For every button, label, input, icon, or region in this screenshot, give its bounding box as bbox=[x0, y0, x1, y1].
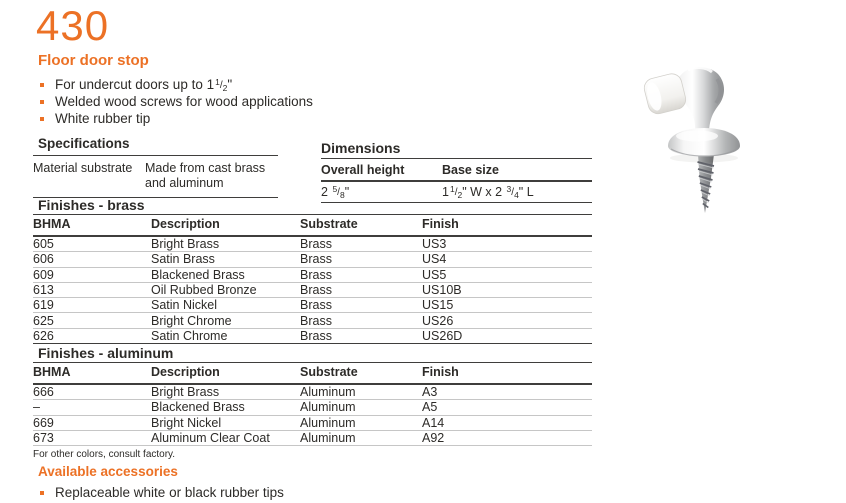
table-row bbox=[33, 298, 592, 313]
finishes-brass-heading: Finishes - brass bbox=[38, 197, 145, 213]
spec-label: Material substrate bbox=[33, 161, 133, 175]
cell-substrate: Brass bbox=[300, 328, 332, 343]
cell-substrate: Brass bbox=[300, 237, 332, 252]
accessory-item bbox=[33, 485, 533, 501]
table-header-row bbox=[33, 214, 592, 237]
bullet-icon bbox=[40, 83, 44, 87]
feature-item bbox=[39, 111, 313, 128]
cell-description: Satin Brass bbox=[151, 252, 215, 267]
cell-substrate: Brass bbox=[300, 283, 332, 298]
feature-item bbox=[39, 77, 313, 94]
finishes-aluminum-heading: Finishes - aluminum bbox=[38, 345, 174, 361]
cell-substrate: Brass bbox=[300, 298, 332, 313]
column-header-base-size: Base size bbox=[442, 163, 499, 177]
column-header-bhma: BHMA bbox=[33, 217, 71, 231]
base bbox=[668, 128, 740, 163]
cell-bhma: 669 bbox=[33, 415, 54, 430]
table-row bbox=[33, 252, 592, 267]
finishes-brass-section bbox=[33, 197, 592, 344]
cell-finish: US10B bbox=[422, 283, 462, 298]
cell-bhma: 625 bbox=[33, 313, 54, 328]
table-row bbox=[33, 385, 592, 400]
accessories-list bbox=[33, 485, 533, 501]
table-row bbox=[33, 283, 592, 298]
dimensions-heading: Dimensions bbox=[321, 140, 592, 159]
cell-substrate: Aluminum bbox=[300, 385, 356, 400]
cell-finish: US4 bbox=[422, 252, 447, 267]
cell-finish: US5 bbox=[422, 267, 447, 282]
table-row bbox=[33, 416, 592, 431]
product-image bbox=[638, 62, 758, 218]
cell-finish: A14 bbox=[422, 415, 445, 430]
feature-text: Welded wood screws for wood applications bbox=[55, 94, 313, 109]
cell-substrate: Aluminum bbox=[300, 400, 356, 415]
bullet-icon bbox=[40, 491, 44, 495]
cell-finish: A92 bbox=[422, 431, 445, 446]
cell-bhma: 626 bbox=[33, 328, 54, 343]
cell-finish: US26D bbox=[422, 328, 463, 343]
table-row bbox=[33, 400, 592, 415]
dimensions-header-row bbox=[321, 159, 592, 182]
cell-bhma: 619 bbox=[33, 298, 54, 313]
specifications-section bbox=[33, 136, 278, 198]
feature-item bbox=[39, 94, 313, 111]
column-header-description: Description bbox=[151, 217, 220, 231]
dimension-value-overall-height: 2 $^5/_8$" bbox=[321, 184, 350, 200]
accessories-heading: Available accessories bbox=[38, 464, 178, 479]
cell-description: Oil Rubbed Bronze bbox=[151, 283, 257, 298]
table-row bbox=[33, 237, 592, 252]
cell-finish: A3 bbox=[422, 385, 438, 400]
table-header-row bbox=[33, 362, 592, 385]
table-row bbox=[33, 268, 592, 283]
column-header-substrate: Substrate bbox=[300, 365, 358, 379]
column-header-bhma: BHMA bbox=[33, 365, 71, 379]
cell-finish: US26 bbox=[422, 313, 454, 328]
cell-description: Bright Chrome bbox=[151, 313, 232, 328]
cell-description: Blackened Brass bbox=[151, 267, 245, 282]
cell-description: Bright Brass bbox=[151, 237, 220, 252]
cell-description: Bright Nickel bbox=[151, 415, 222, 430]
page-title: 430 bbox=[36, 2, 110, 49]
cell-finish: A5 bbox=[422, 400, 438, 415]
spec-value: Made from cast brass and aluminum bbox=[145, 161, 266, 190]
column-header-substrate: Substrate bbox=[300, 217, 358, 231]
cell-substrate: Brass bbox=[300, 252, 332, 267]
cell-finish: US15 bbox=[422, 298, 454, 313]
cell-bhma: 666 bbox=[33, 385, 54, 400]
table-row bbox=[33, 431, 592, 446]
cell-finish: US3 bbox=[422, 237, 447, 252]
feature-list bbox=[39, 77, 313, 128]
dimension-value-base-size: $1^1/_2$" W x 2 $^3/_4$" L bbox=[442, 184, 534, 200]
cell-substrate: Aluminum bbox=[300, 415, 356, 430]
cell-bhma: 673 bbox=[33, 431, 54, 446]
cell-substrate: Brass bbox=[300, 267, 332, 282]
accessories-section bbox=[33, 464, 533, 501]
column-header-finish: Finish bbox=[422, 217, 459, 231]
cell-substrate: Aluminum bbox=[300, 431, 356, 446]
table-row bbox=[33, 329, 592, 344]
footnote: For other colors, consult factory. bbox=[33, 449, 176, 461]
column-header-description: Description bbox=[151, 365, 220, 379]
finishes-aluminum-section bbox=[33, 345, 592, 461]
accessory-text: Replaceable white or black rubber tips bbox=[55, 485, 284, 500]
table-row bbox=[33, 313, 592, 328]
cell-bhma: – bbox=[33, 400, 40, 415]
screw bbox=[698, 154, 715, 213]
cell-description: Bright Brass bbox=[151, 385, 220, 400]
cell-bhma: 606 bbox=[33, 252, 54, 267]
feature-text: White rubber tip bbox=[55, 111, 151, 126]
specifications-heading: Specifications bbox=[33, 136, 278, 156]
column-header-finish: Finish bbox=[422, 365, 459, 379]
bullet-icon bbox=[40, 100, 44, 104]
cell-bhma: 605 bbox=[33, 237, 54, 252]
cell-description: Blackened Brass bbox=[151, 400, 245, 415]
bullet-icon bbox=[40, 117, 44, 121]
cell-bhma: 609 bbox=[33, 267, 54, 282]
cell-description: Satin Chrome bbox=[151, 328, 228, 343]
table-row bbox=[33, 161, 278, 191]
cell-description: Satin Nickel bbox=[151, 298, 217, 313]
product-name: Floor door stop bbox=[38, 52, 149, 69]
cell-description: Aluminum Clear Coat bbox=[151, 431, 270, 446]
column-header-overall-height: Overall height bbox=[321, 163, 405, 177]
specifications-table bbox=[33, 156, 278, 198]
feature-text: For undercut doors up to $1^1/_2$" bbox=[55, 77, 233, 93]
dimensions-section bbox=[321, 140, 592, 203]
cell-bhma: 613 bbox=[33, 283, 54, 298]
cell-substrate: Brass bbox=[300, 313, 332, 328]
